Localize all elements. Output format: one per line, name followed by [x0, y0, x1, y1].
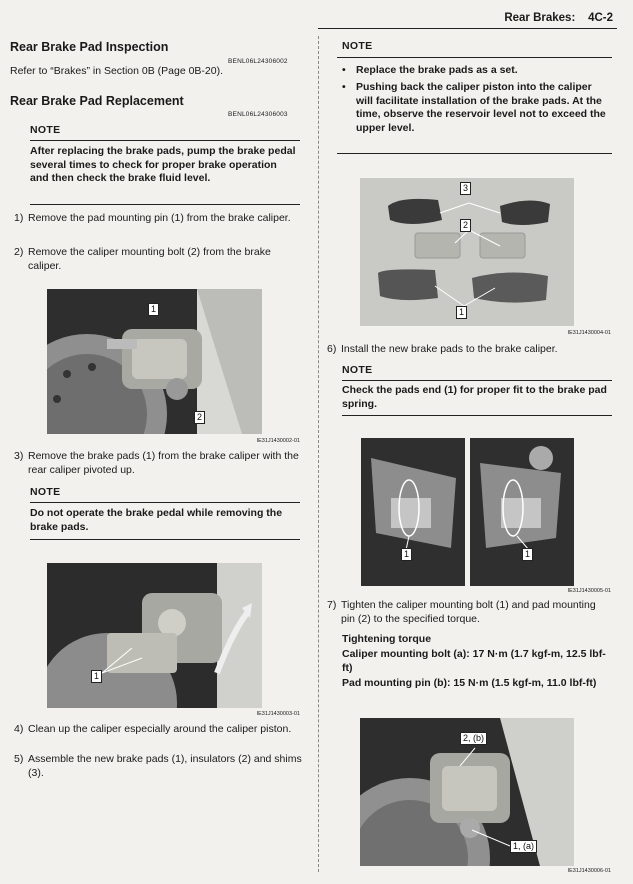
figure-5-callout: 1, (a)	[510, 840, 537, 853]
note-2-body: Do not operate the brake pedal while removing the brake pads.	[30, 507, 283, 533]
step-4-number: 4)	[14, 723, 24, 735]
step-1-text: Remove the pad mounting pin (1) from the brake caliper.	[28, 212, 291, 224]
torque-spec-caliper-bolt: Caliper mounting bolt (a): 17 N·m (1.7 kgf-m, 12.5 lbf-ft)	[342, 648, 606, 674]
step-3	[14, 449, 304, 477]
note-4-top-rule	[342, 380, 612, 381]
step-6-number: 6)	[327, 343, 337, 355]
note-3-top-rule	[337, 57, 612, 58]
step-2-number: 2)	[14, 246, 24, 258]
step-4	[14, 722, 304, 736]
figure-4-callout: 1	[522, 548, 533, 561]
note-3-bullet	[342, 81, 607, 135]
note-3-bullet-text: Replace the brake pads as a set.	[356, 64, 518, 76]
note-3-bottom-rule	[337, 153, 612, 154]
figure-2-photo	[47, 563, 262, 708]
step-3-text: Remove the brake pads (1) from the brake caliper with the rear caliper pivoted up.	[28, 450, 299, 476]
step-7	[327, 598, 612, 626]
column-divider	[318, 36, 319, 872]
step-5-number: 5)	[14, 753, 24, 765]
note-3-bullet-text: Pushing back the caliper piston into the caliper will facilitate installation of the brake pads. At the time, observe the reservoir level not to exceed the upper level.	[356, 81, 606, 134]
figure-2-caption: IE31J1430003-01	[256, 711, 300, 717]
bullet-mark: •	[342, 81, 346, 93]
figure-3-illustration	[360, 178, 574, 326]
figure-3-callout: 1	[456, 306, 467, 319]
note-3-title: NOTE	[342, 40, 373, 52]
figure-5-photo	[360, 718, 574, 866]
torque-title: Tightening torque	[342, 633, 432, 645]
figure-4-caption: IE31J1430005-01	[567, 588, 611, 594]
step-1	[14, 211, 304, 225]
figure-3-callout: 3	[460, 182, 471, 195]
note-3-bullet	[342, 64, 607, 78]
step-5	[14, 752, 304, 780]
figure-1-callout: 1	[148, 303, 159, 316]
step-4-text: Clean up the caliper especially around the caliper piston.	[28, 723, 292, 735]
note-4-body: Check the pads end (1) for proper fit to the brake pad spring.	[342, 384, 607, 410]
inspection-title: Rear Brake Pad Inspection	[10, 40, 169, 54]
replacement-title: Rear Brake Pad Replacement	[10, 94, 184, 108]
figure-4-illustration	[361, 438, 574, 586]
note-2-top-rule	[30, 502, 300, 503]
bullet-mark: •	[342, 64, 346, 76]
step-2-text: Remove the caliper mounting bolt (2) from the brake caliper.	[28, 246, 271, 272]
replacement-code: BENL06L24306003	[228, 111, 288, 118]
note-2-title: NOTE	[30, 486, 61, 498]
figure-3-photo	[360, 178, 574, 326]
header-page-number: 4C-2	[588, 12, 613, 24]
step-2	[14, 245, 304, 273]
figure-3-callout: 2	[460, 219, 471, 232]
note-4-bottom-rule	[342, 415, 612, 416]
step-6-text: Install the new brake pads to the brake caliper.	[341, 343, 558, 355]
step-7-number: 7)	[327, 599, 337, 611]
figure-1-callout: 2	[194, 411, 205, 424]
note-1-body: After replacing the brake pads, pump the brake pedal several times to check for proper brake operation and then check the brake fluid level.	[30, 145, 296, 184]
header-section: Rear Brakes:	[504, 12, 576, 24]
header-rule	[318, 28, 617, 29]
figure-2-illustration	[47, 563, 262, 708]
note-1-title: NOTE	[30, 124, 61, 136]
figure-1-caption: IE31J1430002-01	[256, 438, 300, 444]
note-4-title: NOTE	[342, 364, 373, 376]
figure-2-callout: 1	[91, 670, 102, 683]
figure-4-callout: 1	[401, 548, 412, 561]
inspection-code: BENL06L24306002	[228, 58, 288, 65]
figure-1-photo	[47, 289, 262, 434]
note-1-bottom-rule	[30, 204, 300, 205]
figure-4-photo	[361, 438, 574, 586]
figure-5-callout: 2, (b)	[460, 732, 487, 745]
note-2-bottom-rule	[30, 539, 300, 540]
step-7-text: Tighten the caliper mounting bolt (1) and pad mounting pin (2) to the specified torque.	[341, 599, 596, 625]
inspection-reference: Refer to “Brakes” in Section 0B (Page 0B-20).	[10, 65, 224, 77]
step-6	[327, 342, 612, 356]
step-3-number: 3)	[14, 450, 24, 462]
note-1-top-rule	[30, 140, 300, 141]
figure-3-caption: IE31J1430004-01	[567, 330, 611, 336]
figure-5-caption: IE31J1430006-01	[567, 868, 611, 874]
torque-spec-pad-pin: Pad mounting pin (b): 15 N·m (1.5 kgf-m, 11.0 lbf-ft)	[342, 677, 597, 689]
step-1-number: 1)	[14, 212, 24, 224]
step-5-text: Assemble the new brake pads (1), insulators (2) and shims (3).	[28, 753, 302, 779]
page-header	[504, 12, 613, 24]
